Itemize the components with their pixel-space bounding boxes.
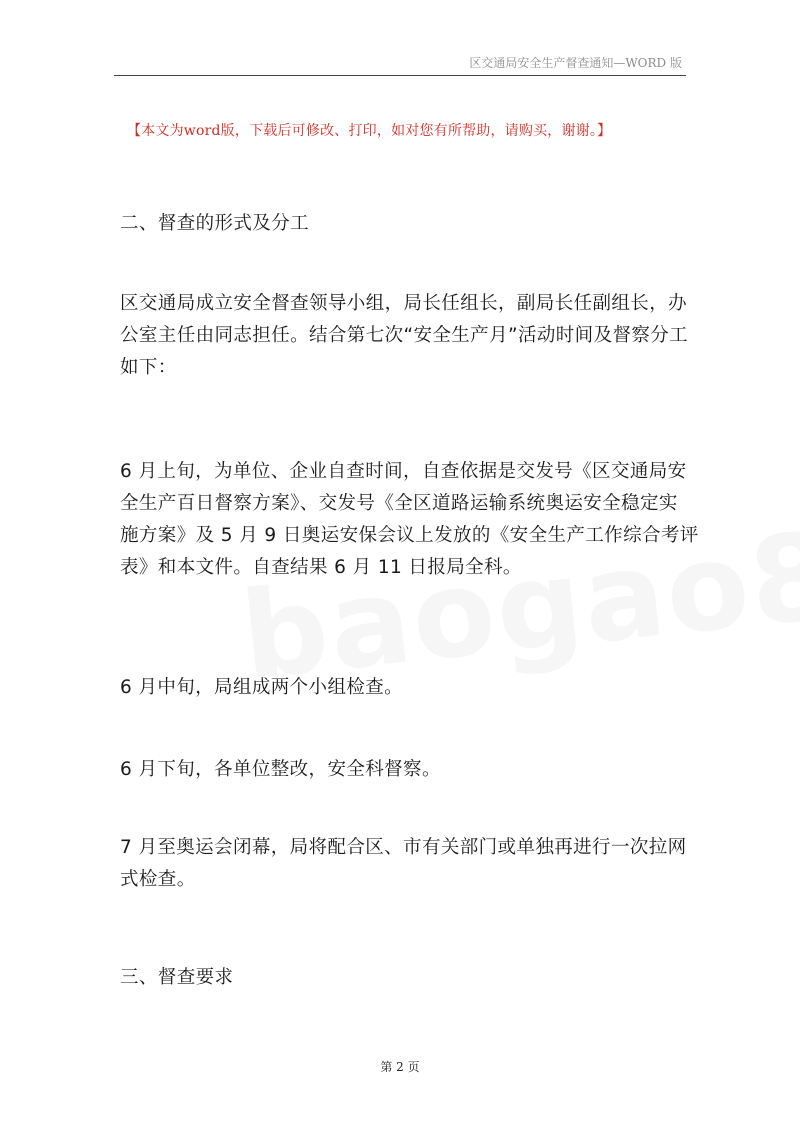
- paragraph-line: 如下：: [120, 357, 177, 378]
- paragraph-leadership: [120, 288, 689, 384]
- header-divider: [114, 75, 686, 76]
- paragraph-early-june: [120, 456, 699, 584]
- paragraph-line: 7 月至奥运会闭幕，局将配合区、市有关部门或单独再进行一次拉网: [120, 837, 687, 858]
- paragraph-mid-june: [120, 672, 685, 704]
- paragraph-late-june: [120, 754, 685, 786]
- heading-text: 二、督查的形式及分工: [120, 213, 310, 234]
- paragraph-line: 式检查。: [120, 869, 196, 890]
- paragraph-line: 区交通局成立安全督查领导小组，局长任组长，副局长任副组长，办: [120, 293, 688, 314]
- header-title: 区交通局安全生产督查通知—WORD 版: [469, 56, 682, 70]
- paragraph-line: 表》和本文件。自查结果 6 月 11 日报局全科。: [120, 557, 522, 578]
- paragraph-line: 6 月上旬，为单位、企业自查时间，自查依据是交发号《区交通局安: [120, 461, 687, 482]
- paragraph-line: 全生产百日督察方案》、交发号《全区道路运输系统奥运安全稳定实: [120, 493, 678, 514]
- paragraph-line: 6 月下旬，各单位整改，安全科督察。: [120, 759, 441, 780]
- purchase-notice: 【本文为word版，下载后可修改、打印，如对您有所帮助，请购买，谢谢。】: [127, 123, 612, 139]
- page-number: 第 2 页: [380, 1060, 420, 1074]
- heading-text: 三、督查要求: [120, 967, 234, 988]
- paragraph-line: 施方案》及 5 月 9 日奥运安保会议上发放的《安全生产工作综合考评: [120, 525, 699, 546]
- paragraph-line: 6 月中旬，局组成两个小组检查。: [120, 677, 404, 698]
- paragraph-line: 公室主任由同志担任。结合第七次“安全生产月”活动时间及督察分工: [120, 325, 689, 346]
- section-heading-form: [120, 208, 685, 240]
- paragraph-july: [120, 832, 685, 896]
- section-heading-requirements: [120, 962, 685, 994]
